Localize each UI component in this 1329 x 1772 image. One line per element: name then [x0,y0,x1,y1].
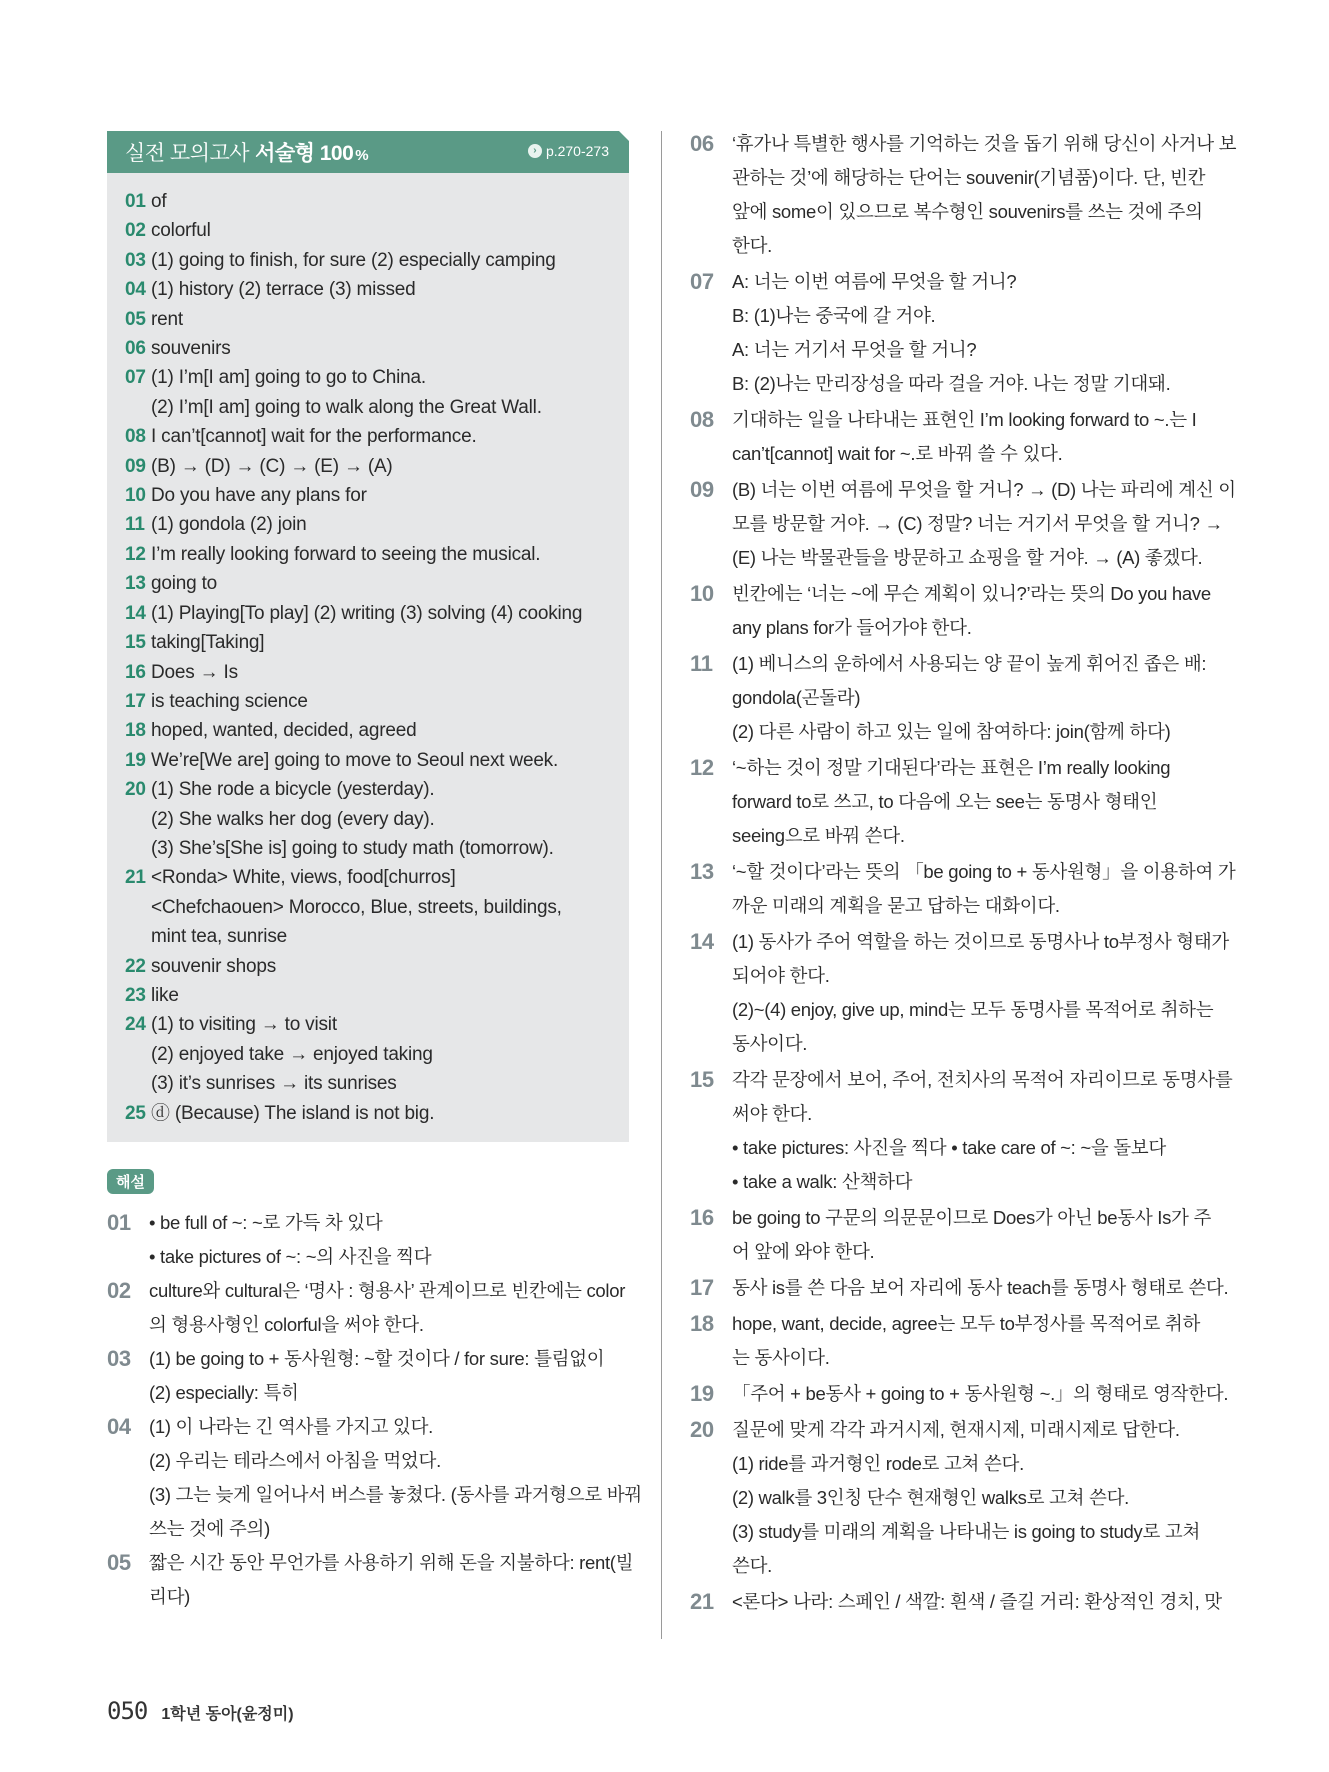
item-line: 의 형용사형인 colorful을 써야 한다. [149,1314,424,1335]
item-number: 13 [125,573,146,595]
item-text [151,275,613,304]
answer-row [125,305,613,334]
item-line: colorful [151,220,211,242]
item-number: 21 [690,1589,714,1614]
answer-row [125,716,613,745]
answer-row [125,363,613,422]
item-line: A: 너는 거기서 무엇을 할 거니? [732,339,977,360]
item-number: 18 [125,720,146,742]
item-number: 11 [125,514,145,536]
item-text [732,1413,1220,1583]
item-text [151,981,613,1010]
item-line: (1) ride를 과거형인 rode로 고쳐 쓴다. [732,1453,1024,1474]
page-reference [528,143,609,159]
item-line: (3) 그는 늦게 일어나서 버스를 놓쳤다. (동사를 과거형으로 바꿔 [149,1484,642,1505]
item-text [151,1010,613,1098]
section-title-light: 실전 모의고사 [125,142,250,165]
item-number: 16 [125,661,146,683]
answer-row [125,275,613,304]
item-number: 04 [125,279,146,301]
item-line: (B) 너는 이번 여름에 무엇을 할 거니? → (D) 나는 파리에 계신 이 [732,479,1236,500]
answer-row [125,599,613,628]
commentary-row [690,1307,1220,1375]
item-line: (2)~(4) enjoy, give up, mind는 모두 동명사를 목적어로 취하는 [732,999,1214,1020]
item-line: 동사이다. [732,1033,808,1054]
item-number: 08 [125,426,146,448]
commentary-row [690,925,1229,1061]
item-text [151,422,613,451]
item-text [151,775,613,863]
answer-row [125,863,613,951]
commentary-row [690,127,1237,263]
item-number: 18 [690,1311,714,1336]
item-line: (1) I’m[I am] going to go to China. [151,367,426,389]
item-text [151,510,613,539]
item-line: B: (2)나는 만리장성을 따라 걸을 거야. 나는 정말 기대돼. [732,373,1171,394]
item-line: (2) 우리는 테라스에서 아침을 먹었다. [149,1450,441,1471]
item-line: can’t[cannot] wait for ~.로 바꿔 쓸 수 있다. [732,443,1063,464]
item-number: 19 [125,749,146,771]
item-text [732,751,1220,853]
item-text [732,855,1235,923]
answer-row [125,1099,613,1128]
item-line: A: 너는 이번 여름에 무엇을 할 거니? [732,271,1017,292]
section-title-percent: % [355,147,369,164]
item-line: ‘~할 것이다’라는 뜻의 「be going to + 동사원형」을 이용하여 가 [732,861,1236,882]
item-line: of [151,191,167,212]
item-line: (2) She walks her dog (every day). [151,808,435,830]
item-line: taking[Taking] [151,632,265,654]
item-number: 15 [690,1067,714,1092]
item-text [151,1099,613,1128]
item-line: (1) be going to + 동사원형: ~할 것이다 / for sure: 틀림없이 [149,1348,605,1369]
item-text [149,1546,633,1614]
answer-row [125,1010,613,1098]
item-line: (1) Playing[To play] (2) writing (3) solving (4) cooking [151,602,583,624]
item-text [732,1307,1220,1375]
item-line: Does → Is [151,661,238,683]
item-text [149,1410,642,1546]
item-line: (1) gondola (2) join [151,514,307,536]
item-line: 각각 문장에서 보어, 주어, 전치사의 목적어 자리이므로 동명사를 [732,1069,1233,1090]
item-number: 12 [690,755,714,780]
item-number: 10 [125,485,146,507]
item-text [732,473,1236,575]
item-number: 20 [690,1417,714,1442]
item-line: 동사 is를 쓴 다음 보어 자리에 동사 teach를 동명사 형태로 쓴다. [732,1277,1229,1298]
item-line: • take pictures of ~: ~의 사진을 찍다 [149,1246,432,1267]
item-number: 06 [690,131,714,156]
item-number: 04 [107,1414,131,1439]
item-text [732,925,1229,1061]
item-number: 23 [125,984,146,1006]
item-line: 쓰는 것에 주의) [149,1518,270,1539]
answer-row [125,216,613,245]
item-line: gondola(곤돌라) [732,687,861,708]
item-line: (2) 다른 사람이 하고 있는 일에 참여하다: join(함께 하다) [732,721,1171,742]
item-text [151,599,613,628]
commentary-row [690,855,1236,923]
item-line: (3) She’s[She is] going to study math (tomorrow). [151,837,554,859]
item-line: • take pictures: 사진을 찍다 • take care of ~: ~을 돌보다 [732,1137,1166,1158]
item-text [149,1342,629,1410]
item-line: (2) walk를 3인칭 단수 현재형인 walks로 고쳐 쓴다. [732,1487,1129,1508]
item-number: 24 [125,1014,146,1036]
item-text [732,265,1220,401]
item-number: 02 [107,1278,131,1303]
answer-row [125,187,613,216]
item-number: 05 [107,1550,131,1575]
item-line: 「주어 + be동사 + going to + 동사원형 ~.」의 형태로 영작한다. [732,1383,1229,1404]
item-text [732,1063,1232,1199]
item-text [151,628,613,657]
answer-row [125,952,613,981]
item-number: 02 [125,220,146,242]
item-line: <Chefchaouen> Morocco, Blue, streets, buildings, [151,896,562,918]
column-divider [661,131,662,1639]
commentary-row [690,1585,1220,1619]
item-number: 14 [125,602,146,624]
commentary-row [690,265,1220,401]
answer-row [125,334,613,363]
item-number: 09 [125,455,146,477]
item-line: like [151,984,179,1006]
item-number: 06 [125,338,146,360]
arrow-right-icon: › [528,144,542,158]
item-text [149,1206,629,1274]
item-line: (1) history (2) terrace (3) missed [151,279,416,301]
item-number: 14 [690,929,714,954]
answer-row [125,981,613,1010]
commentary-row [690,403,1220,471]
item-line: (2) enjoyed take → enjoyed taking [151,1043,433,1065]
commentary-section [107,1169,642,1614]
commentary-row [107,1206,629,1274]
item-number: 15 [125,632,146,654]
commentary-row [690,647,1220,749]
item-text [732,1201,1220,1269]
item-number: 09 [690,477,714,502]
answer-row [125,628,613,657]
item-line: • be full of ~: ~로 가득 차 있다 [149,1212,383,1233]
item-number: 19 [690,1381,714,1406]
item-line: 앞에 some이 있으므로 복수형인 souvenirs를 쓰는 것에 주의 [732,201,1203,222]
item-line: • take a walk: 산책하다 [732,1171,913,1192]
answer-row [125,687,613,716]
item-text [149,1274,629,1342]
commentary-row [690,1271,1229,1305]
item-text [732,1585,1222,1619]
item-line: 모를 방문할 거야. → (C) 정말? 너는 거기서 무엇을 할 거니? → [732,513,1223,534]
item-line: (1) 동사가 주어 역할을 하는 것이므로 동명사나 to부정사 형태가 [732,931,1229,952]
item-number: 05 [125,308,146,330]
item-number: 20 [125,779,146,801]
commentary-tag: 해설 [107,1169,154,1194]
item-line: forward to로 쓰고, to 다음에 오는 see는 동명사 형태인 [732,791,1158,812]
commentary-row [107,1342,629,1410]
page-footer [107,1697,294,1725]
item-line: 까운 미래의 계획을 묻고 답하는 대화이다. [732,895,1060,916]
item-text [732,1271,1228,1305]
item-number: 01 [125,191,146,212]
answer-list [107,173,629,1142]
item-line: <Ronda> White, views, food[churros] [151,867,456,889]
item-line: (2) especially: 특히 [149,1382,299,1403]
answer-row [125,422,613,451]
item-text [732,127,1236,263]
item-line: seeing으로 바꿔 쓴다. [732,825,905,846]
item-line: is teaching science [151,690,308,712]
item-line: (3) it’s sunrises → its sunrises [151,1073,397,1095]
commentary-row [690,1377,1229,1411]
item-text [732,403,1220,471]
item-line: be going to 구문의 의문문이므로 Does가 아닌 be동사 Is가 주 [732,1207,1212,1228]
answer-row [125,569,613,598]
item-number: 21 [125,867,146,889]
section-title-bold: 서술형 100 [255,142,354,165]
item-text [151,658,613,687]
item-line: rent [151,308,183,330]
commentary-row [107,1274,629,1342]
item-text [151,716,613,745]
item-line: 한다. [732,235,772,256]
item-number: 13 [690,859,714,884]
item-line: (1) to visiting → to visit [151,1014,337,1036]
item-line: 는 동사이다. [732,1347,830,1368]
item-text [151,481,613,510]
commentary-list [107,1206,642,1614]
answer-row [125,775,613,863]
item-line: 리다) [149,1586,191,1607]
answer-row [125,481,613,510]
item-line: 어 앞에 와야 한다. [732,1241,875,1262]
item-line: souvenir shops [151,955,276,977]
item-text [151,952,613,981]
item-number: 03 [107,1346,131,1371]
commentary-row [107,1410,642,1546]
item-line: ‘~하는 것이 정말 기대된다’라는 표현은 I’m really looking [732,757,1171,778]
commentary-continued [690,127,1237,1621]
item-line: 쓴다. [732,1555,772,1576]
page-number: 050 [107,1697,148,1725]
item-line: mint tea, sunrise [151,926,287,948]
item-line: 짧은 시간 동안 무언가를 사용하기 위해 돈을 지불하다: rent(빌 [149,1552,634,1573]
item-text [732,577,1220,645]
item-text [151,363,613,422]
item-number: 07 [690,269,714,294]
item-line: 질문에 맞게 각각 과거시제, 현재시제, 미래시제로 답한다. [732,1419,1180,1440]
item-line: (3) study를 미래의 계획을 나타내는 is going to study로 고쳐 [732,1521,1201,1542]
answer-key-section [107,131,629,1142]
answer-row [125,658,613,687]
item-text [732,647,1220,749]
item-line: (2) I’m[I am] going to walk along the Great Wall. [151,396,542,418]
item-number: 03 [125,249,146,271]
book-title: 1학년 동아(윤정미) [161,1706,294,1723]
answer-row [125,246,613,275]
item-number: 12 [125,543,146,565]
item-line: Do you have any plans for [151,485,367,507]
item-line: hope, want, decide, agree는 모두 to부정사를 목적어로 취하 [732,1313,1201,1334]
item-number: 01 [107,1210,131,1235]
item-number: 25 [125,1102,146,1124]
item-text [151,746,613,775]
item-text [151,687,613,716]
item-line: (E) 나는 박물관들을 방문하고 쇼핑을 할 거야. → (A) 좋겠다. [732,547,1203,568]
commentary-row [690,577,1220,645]
item-line: culture와 cultural은 ‘명사 : 형용사’ 관계이므로 빈칸에는 color [149,1280,626,1301]
item-line: B: (1)나는 중국에 갈 거야. [732,305,936,326]
item-text [151,246,613,275]
folded-corner [619,131,629,141]
item-number: 17 [690,1275,714,1300]
item-line: (1) going to finish, for sure (2) especially camping [151,249,556,271]
item-text [151,187,613,216]
item-line: (1) 베니스의 운하에서 사용되는 양 끝이 높게 휘어진 좁은 배: [732,653,1207,674]
answer-row [125,746,613,775]
item-text [151,569,613,598]
item-line: going to [151,573,218,595]
item-text [151,540,613,569]
item-line: ⓓ (Because) The island is not big. [151,1102,435,1124]
section-header [107,131,629,173]
item-text [732,1377,1228,1411]
item-line: 써야 한다. [732,1103,812,1124]
answer-row [125,540,613,569]
item-text [151,216,613,245]
item-line: 빈칸에는 ‘너는 ~에 무슨 계획이 있니?’라는 뜻의 Do you have [732,583,1211,604]
item-line: hoped, wanted, decided, agreed [151,720,417,742]
commentary-row [690,1413,1220,1583]
item-line: 관하는 것’에 해당하는 단어는 souvenir(기념품)이다. 단, 빈칸 [732,167,1206,188]
item-text [151,334,613,363]
commentary-row [107,1546,634,1614]
item-line: 되어야 한다. [732,965,830,986]
item-line: ‘휴가나 특별한 행사를 기억하는 것을 돕기 위해 당신이 사거나 보 [732,133,1237,154]
item-line: We’re[We are] going to move to Seoul next week. [151,749,559,771]
item-line: (B) → (D) → (C) → (E) → (A) [151,455,393,477]
commentary-row [690,1063,1233,1199]
item-number: 08 [690,407,714,432]
commentary-row [690,1201,1220,1269]
item-line: (1) 이 나라는 긴 역사를 가지고 있다. [149,1416,434,1437]
item-number: 10 [690,581,714,606]
item-number: 22 [125,955,146,977]
item-text [151,863,613,951]
item-line: I’m really looking forward to seeing the musical. [151,543,541,565]
item-text [151,452,613,481]
item-line: 기대하는 일을 나타내는 표현인 I’m looking forward to ~.는 I [732,409,1197,430]
item-line: any plans for가 들어가야 한다. [732,617,972,638]
answer-row [125,510,613,539]
item-line: souvenirs [151,338,231,360]
answer-row [125,452,613,481]
item-number: 17 [125,690,146,712]
commentary-row [690,473,1236,575]
item-line: I can’t[cannot] wait for the performance. [151,426,477,448]
item-line: <론다> 나라: 스페인 / 색깔: 흰색 / 즐길 거리: 환상적인 경치, 맛 [732,1591,1222,1612]
item-number: 07 [125,367,146,389]
item-number: 11 [690,651,713,676]
page-reference-text: p.270-273 [545,143,609,159]
item-line: (1) She rode a bicycle (yesterday). [151,779,435,801]
item-number: 16 [690,1205,714,1230]
commentary-row [690,751,1220,853]
item-text [151,305,613,334]
